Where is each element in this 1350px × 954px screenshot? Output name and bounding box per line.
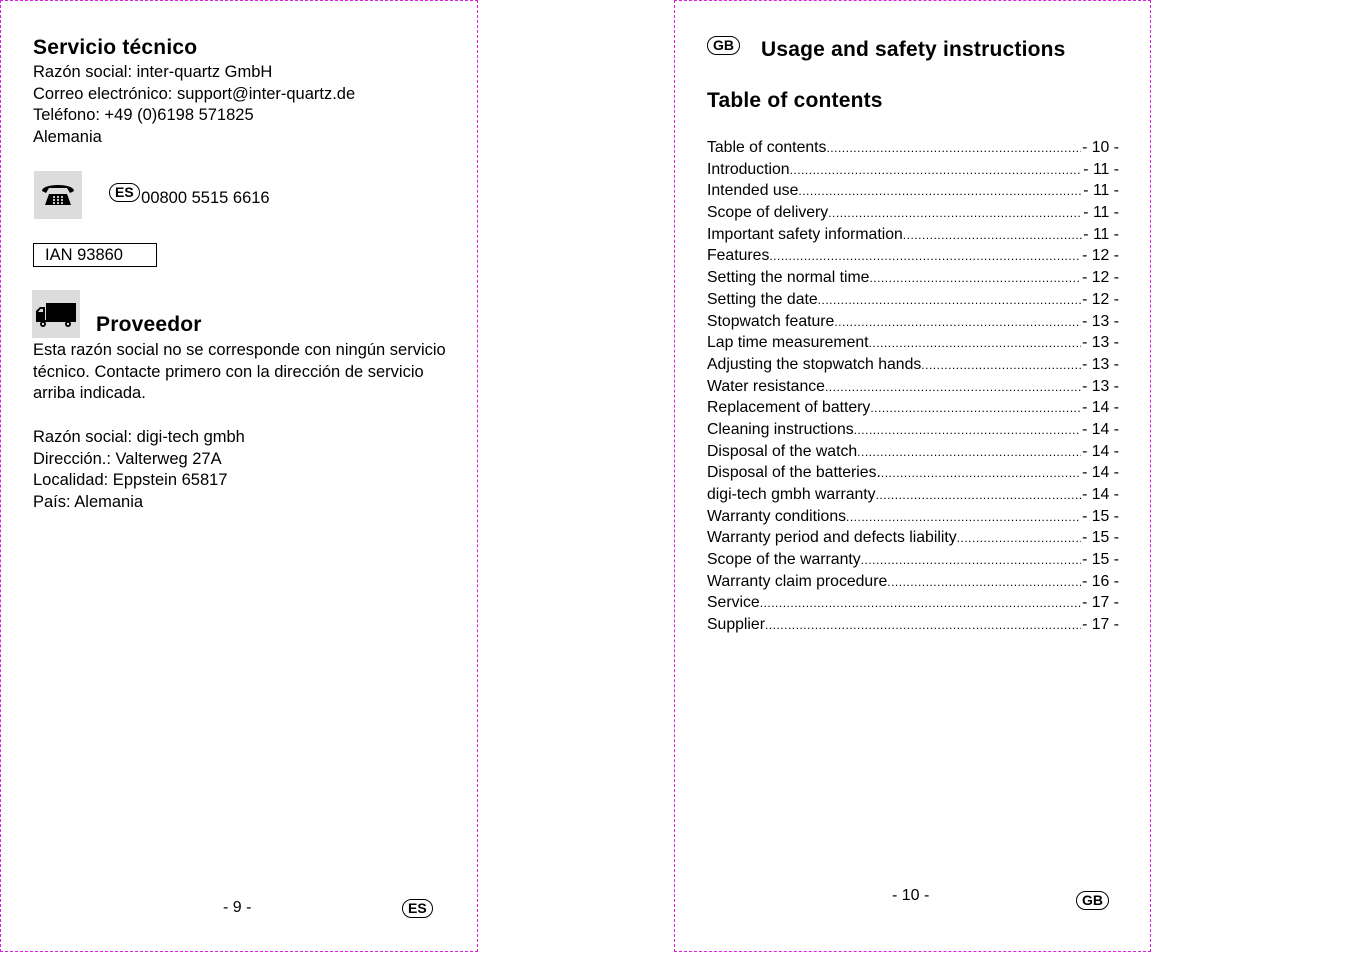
toc-leader-dots bbox=[818, 290, 1081, 312]
toc-entry-title: digi-tech gmbh warranty bbox=[707, 486, 876, 503]
toc-entry bbox=[707, 137, 1119, 159]
right-page bbox=[674, 0, 1151, 952]
toc-entry bbox=[707, 267, 1119, 289]
toc-entry-title: Disposal of the watch bbox=[707, 442, 858, 460]
toc-entry-page: - 15 - bbox=[1082, 529, 1119, 547]
toc-entry-page: - 17 - bbox=[1082, 594, 1119, 612]
toc-entry-page: - 13 - bbox=[1082, 334, 1119, 352]
toc-entry-page: - 14 - bbox=[1082, 399, 1119, 417]
toc-entry-title: Setting the date bbox=[707, 290, 818, 308]
toc-entry-title: Adjusting the stopwatch hands bbox=[707, 355, 922, 373]
toc-entry bbox=[707, 441, 1119, 463]
service-line: Correo electrónico: support@inter-quartz.de bbox=[33, 84, 356, 103]
toc-leader-dots bbox=[828, 203, 1082, 225]
toc-entry bbox=[707, 332, 1119, 354]
toc-leader-dots bbox=[861, 550, 1081, 572]
toc-leader-dots bbox=[857, 442, 1081, 464]
toc-entry-title: Introduction bbox=[707, 160, 790, 178]
toc-title: Table of contents bbox=[707, 89, 883, 112]
supplier-intro-line: técnico. Contacte primero con la dirección de servicio bbox=[33, 362, 424, 381]
toc-leader-dots bbox=[765, 615, 1081, 637]
toc-leader-dots bbox=[869, 268, 1081, 290]
toc-entry-page: - 17 - bbox=[1082, 616, 1119, 634]
country-badge-es: ES bbox=[109, 183, 140, 202]
toc-entry bbox=[707, 484, 1119, 506]
supplier-line: País: Alemania bbox=[33, 493, 144, 512]
section-title: Usage and safety instructions bbox=[761, 38, 1066, 61]
supplier-details bbox=[33, 427, 245, 514]
toc-entry bbox=[707, 571, 1119, 593]
toc-entry bbox=[707, 614, 1119, 636]
telephone-icon bbox=[34, 171, 82, 219]
supplier-intro-line: Esta razón social no se corresponde con ningún servicio bbox=[33, 341, 446, 359]
toc-leader-dots bbox=[957, 528, 1081, 550]
ian-box: IAN 93860 bbox=[33, 243, 157, 267]
hotline bbox=[109, 183, 273, 205]
toc-leader-dots bbox=[825, 377, 1081, 399]
country-badge-gb: GB bbox=[707, 36, 740, 55]
toc-entry-title: Stopwatch feature bbox=[707, 312, 835, 330]
toc-leader-dots bbox=[903, 225, 1083, 247]
service-details bbox=[33, 62, 355, 149]
toc-leader-dots bbox=[887, 572, 1081, 594]
toc-entry-title: Lap time measurement bbox=[707, 334, 869, 352]
service-title: Servicio técnico bbox=[33, 36, 198, 59]
toc-entry-title: Scope of delivery bbox=[707, 204, 829, 222]
toc-entry-title: Intended use bbox=[707, 182, 799, 200]
country-badge-es: ES bbox=[402, 899, 433, 918]
toc-entry-page: - 12 - bbox=[1082, 290, 1119, 308]
toc-entry-title: Setting the normal time bbox=[707, 269, 870, 287]
toc-leader-dots bbox=[876, 485, 1082, 507]
toc-entry-page: - 14 - bbox=[1082, 486, 1119, 503]
toc-entry bbox=[707, 202, 1119, 224]
toc-leader-dots bbox=[826, 138, 1081, 160]
toc-entry-title: Replacement of battery bbox=[707, 399, 871, 417]
toc-entry bbox=[707, 376, 1119, 398]
toc-leader-dots bbox=[798, 181, 1082, 203]
toc-entry-title: Supplier bbox=[707, 616, 765, 634]
toc-entry bbox=[707, 592, 1119, 614]
toc-entry-page: - 11 - bbox=[1083, 225, 1119, 243]
toc-leader-dots bbox=[921, 355, 1081, 377]
toc-entry-page: - 11 - bbox=[1083, 182, 1119, 200]
toc-entry-page: - 11 - bbox=[1083, 160, 1119, 178]
toc-entry-title: Scope of the warranty bbox=[707, 551, 861, 569]
toc-entry bbox=[707, 311, 1119, 333]
toc-entry-title: Service bbox=[707, 594, 760, 612]
left-page bbox=[0, 0, 478, 952]
toc-entry-page: - 13 - bbox=[1082, 377, 1119, 395]
service-line: Razón social: inter-quartz GmbH bbox=[33, 63, 273, 81]
supplier-intro bbox=[33, 340, 453, 405]
toc-entry bbox=[707, 549, 1119, 571]
toc-leader-dots bbox=[870, 398, 1081, 420]
toc-entry bbox=[707, 159, 1119, 181]
toc-leader-dots bbox=[854, 420, 1081, 442]
toc-entry-page: - 10 - bbox=[1082, 139, 1119, 156]
toc-entry bbox=[707, 397, 1119, 419]
country-badge-gb: GB bbox=[1076, 891, 1109, 910]
toc-entry bbox=[707, 289, 1119, 311]
toc-entry-page: - 15 - bbox=[1082, 507, 1119, 525]
toc-entry-title: Warranty period and defects liability bbox=[707, 529, 957, 547]
toc-leader-dots bbox=[760, 593, 1081, 615]
toc-entry-page: - 14 - bbox=[1082, 442, 1119, 460]
toc-leader-dots bbox=[769, 246, 1081, 268]
toc-entry-page: - 12 - bbox=[1082, 269, 1119, 287]
toc-leader-dots bbox=[790, 160, 1083, 182]
toc-entry-page: - 15 - bbox=[1082, 551, 1119, 569]
service-line: Teléfono: +49 (0)6198 571825 bbox=[33, 106, 254, 125]
hotline-number: 00800 5515 6616 bbox=[141, 189, 270, 207]
toc-entry-title: Warranty claim procedure bbox=[707, 572, 888, 590]
toc-entry-title: Disposal of the batteries. bbox=[707, 464, 881, 482]
toc-entry bbox=[707, 419, 1119, 441]
toc-entry bbox=[707, 245, 1119, 267]
toc-entry bbox=[707, 506, 1119, 528]
toc-entry-page: - 13 - bbox=[1082, 312, 1119, 330]
supplier-title: Proveedor bbox=[96, 313, 202, 336]
toc-entry-page: - 11 - bbox=[1083, 204, 1119, 222]
toc-entry-page: - 14 - bbox=[1082, 464, 1119, 482]
page-number: - 10 - bbox=[892, 887, 930, 904]
toc-leader-dots bbox=[869, 333, 1082, 355]
toc-leader-dots bbox=[881, 463, 1081, 485]
service-line: Alemania bbox=[33, 128, 102, 147]
supplier-intro-line: arriba indicada. bbox=[33, 384, 146, 403]
toc-entry bbox=[707, 180, 1119, 202]
toc-entry-title: Features bbox=[707, 247, 770, 265]
page-number: - 9 - bbox=[223, 899, 252, 916]
truck-icon bbox=[32, 290, 80, 338]
toc-entry-title: Warranty conditions bbox=[707, 507, 847, 525]
toc-leader-dots bbox=[846, 507, 1081, 529]
toc-entry-page: - 12 - bbox=[1082, 247, 1119, 265]
toc-entry-title: Table of contents bbox=[707, 139, 827, 156]
toc-entry-title: Important safety information bbox=[707, 225, 903, 243]
toc-entry-title: Cleaning instructions bbox=[707, 420, 854, 438]
toc-entry-page: - 14 - bbox=[1082, 420, 1119, 438]
supplier-line: Dirección.: Valterweg 27A bbox=[33, 449, 222, 468]
supplier-line: Razón social: digi-tech gmbh bbox=[33, 428, 245, 446]
toc-entry-page: - 13 - bbox=[1082, 355, 1119, 373]
toc-leader-dots bbox=[834, 312, 1081, 334]
toc-entry bbox=[707, 354, 1119, 376]
toc-entry bbox=[707, 527, 1119, 549]
table-of-contents bbox=[707, 137, 1119, 636]
toc-entry-page: - 16 - bbox=[1082, 572, 1119, 590]
supplier-line: Localidad: Eppstein 65817 bbox=[33, 471, 228, 490]
toc-entry bbox=[707, 224, 1119, 246]
toc-entry-title: Water resistance bbox=[707, 377, 825, 395]
toc-entry bbox=[707, 462, 1119, 484]
